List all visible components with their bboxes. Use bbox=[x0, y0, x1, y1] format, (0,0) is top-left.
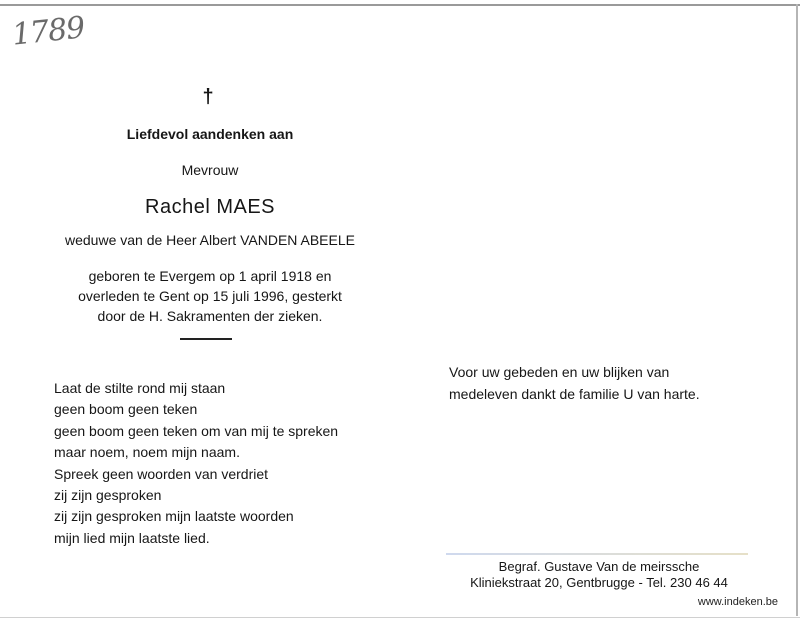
undertaker-info bbox=[454, 559, 744, 591]
poem-line: mijn lied mijn laatste lied. bbox=[54, 529, 210, 546]
divider-rule bbox=[180, 338, 232, 340]
bio-line: door de H. Sakramenten der zieken. bbox=[97, 308, 323, 324]
poem-line: zij zijn gesproken mijn laatste woorden bbox=[54, 508, 294, 525]
undertaker-divider bbox=[446, 553, 748, 555]
honorific: Mevrouw bbox=[181, 162, 239, 178]
thanks-line: Voor uw gebeden en uw blijken van bbox=[449, 364, 670, 380]
undertaker-address: Kliniekstraat 20, Gentbrugge - Tel. 230 46 44 bbox=[470, 575, 728, 590]
card-top-edge bbox=[0, 4, 800, 6]
poem-line: geen boom geen teken om van mij te spreken bbox=[54, 422, 339, 439]
undertaker-name: Begraf. Gustave Van de meirssche bbox=[498, 559, 700, 574]
handwritten-number: 1789 bbox=[10, 10, 86, 53]
bio-line: overleden te Gent op 15 juli 1996, gesterkt bbox=[78, 288, 342, 304]
thanks-line: medeleven dankt de familie U van harte. bbox=[449, 386, 700, 402]
card-bottom-edge bbox=[0, 617, 800, 618]
widow-of-line: weduwe van de Heer Albert VANDEN ABEELE bbox=[64, 232, 355, 248]
watermark-url: www.indeken.be bbox=[697, 596, 778, 608]
thanks-message bbox=[449, 361, 700, 405]
intro-text: Liefdevol aandenken aan bbox=[126, 126, 294, 142]
biography bbox=[60, 266, 360, 326]
cross-icon: † bbox=[202, 86, 214, 108]
deceased-name: Rachel MAES bbox=[145, 196, 275, 218]
poem bbox=[54, 378, 338, 549]
poem-line: geen boom geen teken bbox=[54, 401, 198, 418]
poem-line: zij zijn gesproken bbox=[54, 487, 162, 504]
poem-line: Laat de stilte rond mij staan bbox=[54, 380, 226, 396]
poem-line: Spreek geen woorden van verdriet bbox=[54, 465, 269, 482]
poem-line: maar noem, noem mijn naam. bbox=[54, 444, 240, 461]
card-right-edge bbox=[796, 4, 798, 616]
bio-line: geboren te Evergem op 1 april 1918 en bbox=[88, 268, 332, 284]
